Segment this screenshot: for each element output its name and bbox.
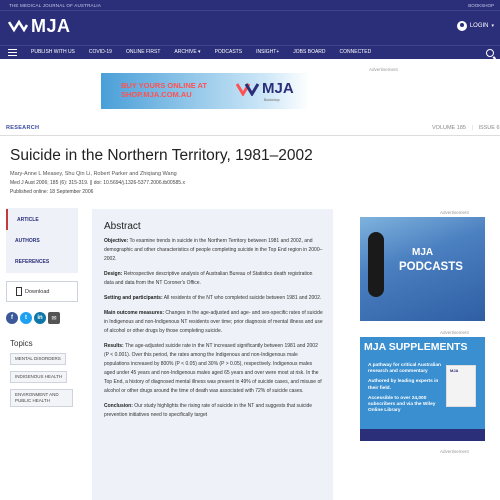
- abstract-text: The age-adjusted suicide rate in the NT increased significantly between 1981 and 2002 (P < 0.001). Over this period, the rates among the Indigenous and non-Indigenous male populations increased by 800% (P < 0.05) and 30% (P > 0.05), respectively. Indigenous males aged under 45 years and non-Indigenous males aged 65 years and over were most at risk. In the Top End, a history of diagnosed mental illness was present in 49% of suicide cases, and misuse of alcohol or other drugs around the time of death was associated with 72% of suicide cases.: [104, 343, 322, 394]
- topic-tag-environment[interactable]: ENVIRONMENT AND PUBLIC HEALTH: [10, 389, 73, 407]
- abstract-setting: [104, 294, 323, 303]
- logo-chevron-icon: [8, 19, 28, 33]
- nav-online-first[interactable]: ONLINE FIRST: [125, 49, 161, 55]
- user-icon: [457, 21, 467, 31]
- menu-icon[interactable]: [8, 49, 17, 56]
- abstract-heading: Abstract: [104, 221, 141, 232]
- banner-logo-text: MJA: [262, 80, 294, 97]
- article-title: Suicide in the Northern Territory, 1981–2002: [10, 147, 313, 164]
- nav-archive-label: ARCHIVE: [174, 49, 197, 55]
- header-divider: [0, 10, 500, 11]
- twitter-icon[interactable]: t: [20, 312, 32, 324]
- nav-covid[interactable]: COVID-19: [88, 49, 112, 55]
- search-icon[interactable]: [486, 49, 494, 57]
- banner-line-1: BUY YOURS ONLINE AT: [121, 81, 207, 90]
- download-button[interactable]: [6, 281, 78, 302]
- abstract-label: Objective:: [104, 238, 129, 244]
- chevron-down-icon: ▾: [491, 23, 494, 29]
- journal-name: THE MEDICAL JOURNAL OF AUSTRALIA: [9, 3, 102, 8]
- nav-jobs[interactable]: JOBS BOARD: [293, 49, 326, 55]
- chevron-down-icon: ▾: [198, 49, 201, 55]
- abstract-text: To examine trends in suicide in the Northern Territory between 1981 and 2002, and demographic and other characteristics of people completing suicide in the Top End region in 2000–2002.: [104, 238, 323, 262]
- banner-text: [121, 81, 207, 99]
- sidebar-item-authors[interactable]: AUTHORS: [15, 237, 40, 244]
- supplement-book-image: [446, 365, 476, 407]
- article-authors[interactable]: Mary-Anne L Measey, Shu Qin Li, Robert Parker and Zhiqiang Wang: [10, 171, 177, 177]
- abstract-panel: [92, 209, 333, 500]
- ad-label: Advertisement: [440, 330, 469, 335]
- topic-tag-mental-disorders[interactable]: MENTAL DISORDERS: [10, 353, 66, 365]
- supplements-item: A pathway for critical Australian research and commentary: [368, 363, 441, 375]
- nav-connected[interactable]: CONNECTED: [339, 49, 372, 55]
- abstract-text: Retrospective descriptive analysis of Australian Bureau of Statistics death registration data and data from the NT Coroner's Office.: [104, 271, 313, 286]
- linkedin-icon[interactable]: in: [34, 312, 46, 324]
- mja-logo[interactable]: [8, 16, 71, 36]
- volume[interactable]: VOLUME 185: [432, 125, 466, 131]
- nav-publish[interactable]: PUBLISH WITH US: [31, 49, 75, 55]
- microphone-icon: [368, 232, 384, 297]
- abstract-label: Setting and participants:: [104, 295, 163, 301]
- bookshop-banner-ad[interactable]: [101, 73, 399, 109]
- abstract-results: [104, 342, 323, 396]
- abstract-measures: [104, 309, 323, 336]
- volume-issue: VOLUME 185 | ISSUE 6: [432, 125, 500, 131]
- download-label: Download: [25, 288, 50, 295]
- podcast-ad[interactable]: [360, 217, 485, 321]
- abstract-label: Results:: [104, 343, 124, 349]
- section-label[interactable]: RESEARCH: [6, 125, 40, 131]
- supplements-heading: MJA SUPPLEMENTS: [364, 341, 468, 353]
- abstract-label: Conclusion:: [104, 403, 133, 409]
- nav-archive[interactable]: [174, 49, 200, 55]
- bookshop-link[interactable]: BOOKSHOP: [468, 3, 494, 8]
- divider: [0, 135, 500, 136]
- ad-label: Advertisement: [440, 449, 469, 454]
- email-icon[interactable]: ✉: [48, 312, 60, 324]
- share-bar: [6, 312, 60, 324]
- article-citation: Med J Aust 2006; 185 (6): 315-319. || doi: 10.5694/j.1326-5377.2006.tb00585.x: [10, 180, 185, 186]
- abstract-label: Design:: [104, 271, 123, 277]
- abstract-text: Changes in the age-adjusted and age- and sex-specific rates of suicide in Indigenous and non-Indigenous NT residents over time; prior diagnosis of mental illness and use of alcohol or other drugs by those completing suicide.: [104, 310, 323, 334]
- document-icon: [16, 287, 22, 296]
- abstract-conclusion: [104, 402, 323, 420]
- abstract-design: [104, 270, 323, 288]
- book-title: MJA: [450, 368, 459, 373]
- banner-chevron-icon: [236, 82, 262, 96]
- banner-line-2: SHOP.MJA.COM.AU: [121, 90, 192, 99]
- banner-logo: [236, 80, 294, 97]
- abstract-label: Main outcome measures:: [104, 310, 165, 316]
- sidebar-item-article[interactable]: ARTICLE: [6, 209, 78, 230]
- login-label: LOGIN: [469, 23, 489, 29]
- ad-label: Advertisement: [369, 67, 398, 72]
- supplements-item: Accessible to over 24,000 subscribers and via the Wiley Online Library: [368, 395, 436, 414]
- podcast-text: PODCASTS: [399, 261, 463, 273]
- ad-label: Advertisement: [440, 210, 469, 215]
- supplements-ad[interactable]: [360, 337, 485, 441]
- article-sidebar-nav: [6, 208, 78, 273]
- abstract-objective: [104, 237, 323, 264]
- topic-tag-indigenous-health[interactable]: INDIGENOUS HEALTH: [10, 371, 67, 383]
- topics-heading: Topics: [10, 339, 33, 348]
- podcast-logo: MJA: [412, 247, 434, 258]
- supplements-list: [368, 363, 446, 418]
- issue[interactable]: ISSUE 6: [478, 125, 500, 131]
- abstract-text: Our study highlights the rising rate of suicide in the NT and suggests that suicide prevention initiatives need to specifically target: [104, 403, 313, 418]
- facebook-icon[interactable]: f: [6, 312, 18, 324]
- login-button[interactable]: [457, 21, 494, 31]
- logo-text: MJA: [31, 15, 71, 36]
- nav-insight[interactable]: INSIGHT+: [256, 49, 280, 55]
- sidebar-item-references[interactable]: REFERENCES: [15, 258, 50, 265]
- nav-podcasts[interactable]: PODCASTS: [214, 49, 243, 55]
- supplements-footer: [360, 429, 485, 441]
- supplements-item: Authored by leading experts in their field.: [368, 379, 439, 391]
- main-nav: [0, 45, 500, 59]
- banner-sub: Bookshop: [264, 98, 280, 102]
- abstract-text: All residents of the NT who completed suicide between 1981 and 2002.: [162, 295, 322, 301]
- published-date: Published online: 18 September 2006: [10, 189, 94, 195]
- top-header: [0, 0, 500, 45]
